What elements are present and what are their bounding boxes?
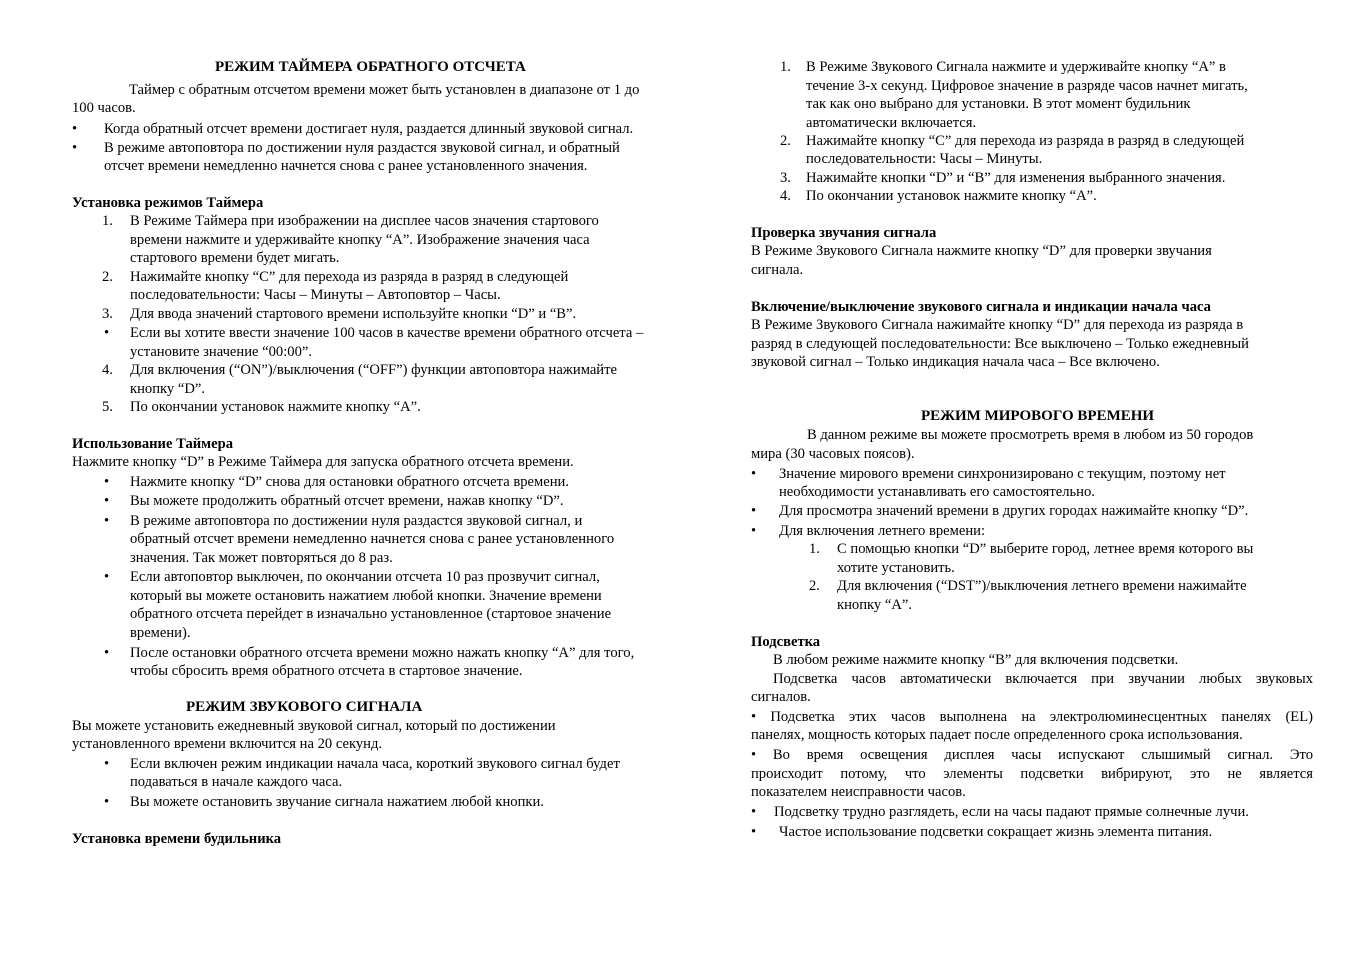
timer-intro-cont: 100 часов.: [72, 100, 136, 116]
bullet-icon: •: [104, 474, 110, 490]
paragraph-cont: сигнала.: [751, 262, 804, 278]
heading-timer-usage: Использование Таймера: [72, 436, 233, 452]
list-item: Нажимайте кнопку “C” для перехода из разряда в разряд в следующей: [130, 269, 569, 285]
bullet-icon: •: [104, 513, 110, 529]
paragraph: В Режиме Звукового Сигнала нажимайте кнопку “D” для перехода из разряда в: [751, 317, 1244, 333]
list-item-cont: обратный отсчет времени немедленно начнется снова с ранее установленного: [130, 531, 615, 547]
list-item-cont: панелях, мощность которых падает после определенного срока использования.: [751, 727, 1243, 743]
list-marker: 3.: [102, 306, 113, 322]
list-item-cont: чтобы сбросить время обратного отсчета в стартовое значение.: [130, 663, 523, 679]
alarm-intro: Вы можете установить ежедневный звуковой сигнал, который по достижении: [72, 718, 556, 734]
list-item: В Режиме Таймера при изображении на дисплее часов значения стартового: [130, 213, 599, 229]
list-item-cont: автоматически включается.: [806, 115, 977, 131]
list-item-cont: подаваться в начале каждого часа.: [130, 774, 343, 790]
list-item: Нажимайте кнопки “D” и “B” для изменения выбранного значения.: [806, 170, 1226, 186]
paragraph-cont: звуковой сигнал – Только индикация начала часа – Все включено.: [751, 354, 1160, 370]
list-item: В режиме автоповтора по достижении нуля раздастся звуковой сигнал, и: [130, 513, 583, 529]
list-marker: 5.: [102, 399, 113, 415]
list-item: Для просмотра значений времени в других городах нажимайте кнопку “D”.: [779, 503, 1249, 519]
list-item-cont: хотите установить.: [837, 560, 955, 576]
bullet-icon: •: [751, 503, 757, 519]
usage-intro: Нажмите кнопку “D” в Режиме Таймера для запуска обратного отсчета времени.: [72, 454, 574, 470]
list-marker: 1.: [102, 213, 113, 229]
list-item: Для ввода значений стартового времени используйте кнопки “D” и “B”.: [130, 306, 577, 322]
list-item: • Подсветка этих часов выполнена на электролюминесцентных панелях (EL): [751, 709, 1313, 725]
bullet-icon: •: [104, 493, 110, 509]
list-item: • Во время освещения дисплея часы испускают слышимый сигнал. Это: [751, 747, 1313, 763]
bullet-icon: •: [72, 121, 78, 137]
list-item-cont: стартового времени будет мигать.: [130, 250, 340, 266]
paragraph-cont: сигналов.: [751, 689, 811, 705]
list-item: Вы можете продолжить обратный отсчет времени, нажав кнопку “D”.: [130, 493, 564, 509]
list-marker: 4.: [780, 188, 791, 204]
heading-alarm-toggle: Включение/выключение звукового сигнала и индикации начала часа: [751, 299, 1211, 315]
list-item-cont: происходит потому, что элементы подсветки вибрируют, это не является: [751, 766, 1313, 782]
bullet-icon: •: [751, 824, 757, 840]
timer-intro: Таймер с обратным отсчетом времени может быть установлен в диапазоне от 1 до: [129, 82, 640, 98]
bullet-icon: •: [104, 569, 110, 585]
list-item: По окончании установок нажмите кнопку “A”.: [130, 399, 421, 415]
list-item: Нажмите кнопку “D” снова для остановки обратного отсчета времени.: [130, 474, 569, 490]
list-item: Подсветку трудно разглядеть, если на часы падают прямые солнечные лучи.: [774, 804, 1249, 820]
list-item: Если автоповтор выключен, по окончании отсчета 10 раз прозвучит сигнал,: [130, 569, 600, 585]
list-item: Если вы хотите ввести значение 100 часов в качестве времени обратного отсчета –: [130, 325, 644, 341]
list-marker: 3.: [780, 170, 791, 186]
alarm-intro-cont: установленного времени включится на 20 секунд.: [72, 736, 383, 752]
list-item: Для включения летнего времени:: [779, 523, 986, 539]
paragraph: В любом режиме нажмите кнопку “B” для включения подсветки.: [773, 652, 1179, 668]
list-item-cont: отсчет времени немедленно начнется снова с ранее установленного значения.: [104, 158, 588, 174]
bullet-icon: •: [104, 645, 110, 661]
bullet-icon: •: [751, 804, 757, 820]
list-marker: 2.: [780, 133, 791, 149]
list-item-cont: установите значение “00:00”.: [130, 344, 312, 360]
bullet-icon: •: [751, 466, 757, 482]
list-item-cont: необходимости устанавливать его самостоятельно.: [779, 484, 1095, 500]
list-item: После остановки обратного отсчета времени можно нажать кнопку “A” для того,: [130, 645, 635, 661]
list-item-cont: течение 3-х секунд. Цифровое значение в разряде часов начнет мигать,: [806, 78, 1248, 94]
world-intro-cont: мира (30 часовых поясов).: [751, 446, 915, 462]
list-item-cont: так как оно выбрано для установки. В этот момент будильник: [806, 96, 1191, 112]
list-item: Для включения (“DST”)/выключения летнего времени нажимайте: [837, 578, 1247, 594]
bullet-icon: •: [104, 794, 110, 810]
paragraph: В Режиме Звукового Сигнала нажмите кнопку “D” для проверки звучания: [751, 243, 1212, 259]
list-item-cont: последовательности: Часы – Минуты – Автоповтор – Часы.: [130, 287, 501, 303]
paragraph: Подсветка часов автоматически включается при звучании любых звуковых: [773, 671, 1313, 687]
list-item: В режиме автоповтора по достижении нуля раздастся звуковой сигнал, и обратный: [104, 140, 620, 156]
section-title-world-time: РЕЖИМ МИРОВОГО ВРЕМЕНИ: [921, 408, 1155, 424]
list-item-cont: времени).: [130, 625, 191, 641]
list-marker: 1.: [809, 541, 820, 557]
list-item: Когда обратный отсчет времени достигает нуля, раздается длинный звуковой сигнал.: [104, 121, 634, 137]
heading-alarm-setup: Установка времени будильника: [72, 831, 282, 847]
bullet-icon: •: [72, 140, 78, 156]
bullet-icon: •: [104, 325, 110, 341]
list-marker: 2.: [102, 269, 113, 285]
list-item: В Режиме Звукового Сигнала нажмите и удерживайте кнопку “A” в: [806, 59, 1226, 75]
list-item: С помощью кнопки “D” выберите город, летнее время которого вы: [837, 541, 1254, 557]
list-item-cont: кнопку “A”.: [837, 597, 912, 613]
heading-backlight: Подсветка: [751, 634, 821, 650]
list-item: По окончании установок нажмите кнопку “A”.: [806, 188, 1097, 204]
bullet-icon: •: [104, 756, 110, 772]
section-title-alarm: РЕЖИМ ЗВУКОВОГО СИГНАЛА: [186, 699, 423, 715]
list-item: Для включения (“ON”)/выключения (“OFF”) функции автоповтора нажимайте: [130, 362, 617, 378]
section-title-timer: РЕЖИМ ТАЙМЕРА ОБРАТНОГО ОТСЧЕТА: [215, 59, 526, 75]
list-marker: 4.: [102, 362, 113, 378]
list-item: Если включен режим индикации начала часа, короткий звукового сигнал будет: [130, 756, 620, 772]
paragraph-cont: разряд в следующей последовательности: Все выключено – Только ежедневный: [751, 336, 1249, 352]
list-marker: 2.: [809, 578, 820, 594]
bullet-icon: •: [751, 523, 757, 539]
list-item-cont: значения. Так может повторяться до 8 раз.: [130, 550, 393, 566]
list-item-cont: который вы можете остановить нажатием любой кнопки. Значение времени: [130, 588, 602, 604]
list-item-cont: последовательности: Часы – Минуты.: [806, 151, 1043, 167]
list-item-cont: кнопку “D”.: [130, 381, 205, 397]
list-item: Нажимайте кнопку “C” для перехода из разряда в разряд в следующей: [806, 133, 1245, 149]
heading-alarm-test: Проверка звучания сигнала: [751, 225, 937, 241]
world-intro: В данном режиме вы можете просмотреть время в любом из 50 городов: [807, 427, 1254, 443]
list-item-cont: обратного отсчета перейдет в изначально установленное (стартовое значение: [130, 606, 612, 622]
heading-timer-setup: Установка режимов Таймера: [72, 195, 264, 211]
list-item: Частое использование подсветки сокращает жизнь элемента питания.: [779, 824, 1213, 840]
list-item: Вы можете остановить звучание сигнала нажатием любой кнопки.: [130, 794, 544, 810]
list-item-cont: показателем неисправности часов.: [751, 784, 966, 800]
list-marker: 1.: [780, 59, 791, 75]
list-item: Значение мирового времени синхронизировано с текущим, поэтому нет: [779, 466, 1226, 482]
list-item-cont: времени нажмите и удерживайте кнопку “A”. Изображение значения часа: [130, 232, 590, 248]
